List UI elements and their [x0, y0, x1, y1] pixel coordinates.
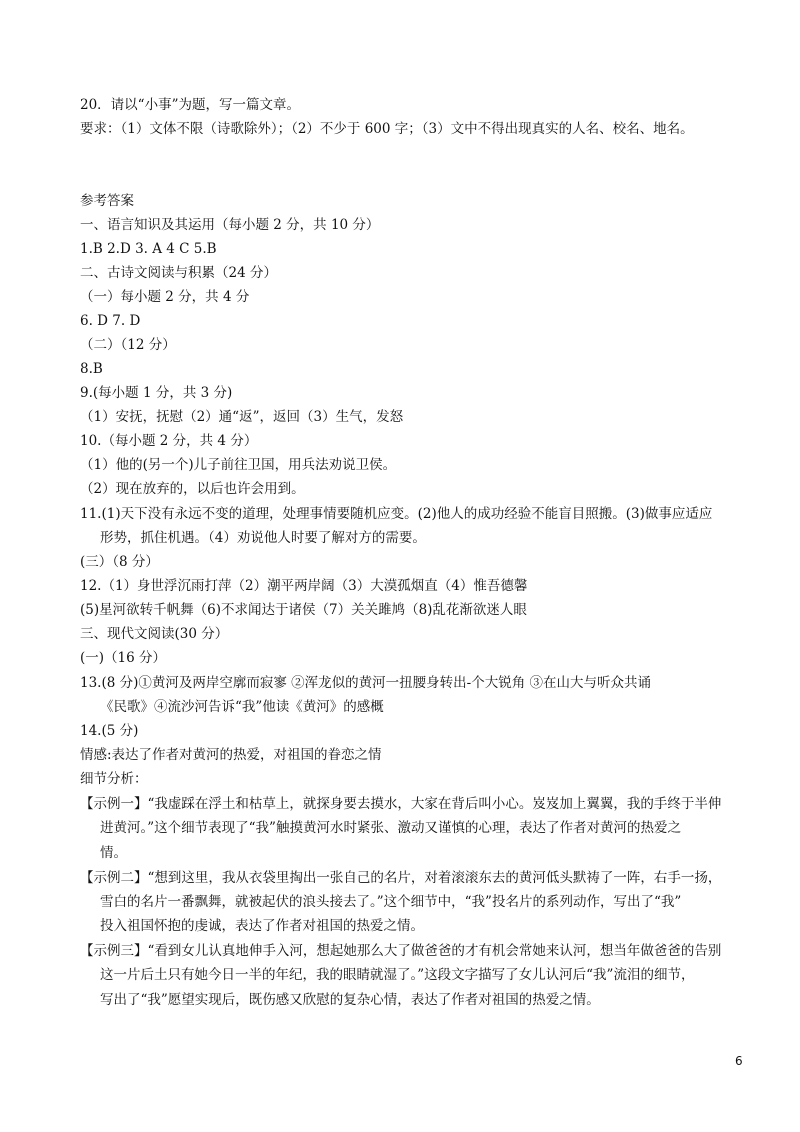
answer-line: 《民歌》④流沙河告诉“我”他读《黄河》的感概 [100, 699, 384, 715]
answer-line: 投入祖国怀抱的虔诚，表达了作者对祖国的热爱之情。 [100, 918, 424, 934]
answer-line: 6. D 7. D [80, 313, 141, 329]
answer-line: 【示例三】“看到女儿认真地伸手入河，想起她那么大了做爸爸的才有机会常她来认河，想当年做爸爸的告别 [80, 943, 722, 959]
answer-line: (5)星河欲转千帆舞（6)不求闻达于诸侯（7）关关雎鸠（8)乱花渐欲迷人眼 [80, 602, 527, 618]
answer-line: 14.(5 分) [80, 723, 139, 739]
answer-line: （一）每小题 2 分，共 4 分 [80, 289, 250, 305]
answer-line: 10.（每小题 2 分，共 4 分） [80, 433, 258, 449]
page-number: 6 [735, 1054, 743, 1068]
answer-line: （1）安抚，抚慰（2）通“返”，返回（3）生气，发怒 [80, 409, 404, 425]
answer-line: （1）他的(另一个)儿子前往卫国，用兵法劝说卫侯。 [80, 457, 397, 473]
answer-line: 12.（1）身世浮沉雨打萍（2）潮平两岸阔（3）大漠孤烟直（4）惟吾德馨 [80, 578, 528, 594]
answer-line: （二）（12 分） [80, 337, 176, 353]
answer-line: 13.(8 分)①黄河及两岸空廓而寂寥 ②浑龙似的黄河一扭腰身转出-个大锐角 ③在山大与听众共诵 [80, 675, 652, 691]
answer-line: （2）现在放弃的，以后也许会用到。 [80, 481, 305, 497]
answer-line: 二、古诗文阅读与积累（24 分） [80, 265, 277, 281]
answer-line: 形势，抓住机遇。（4）劝说他人时要了解对方的需要。 [100, 530, 426, 546]
answer-line: 细节分析： [80, 771, 148, 787]
answer-line: 雪白的名片一番飘舞，就被起伏的浪头接去了。”这个细节中，“我”投名片的系列动作，写出了“我” [100, 894, 682, 910]
answer-line: 11.(1)天下没有永远不变的道理，处理事情要随机应变。(2)他人的成功经验不能盲目照搬。(3)做事应适应 [80, 506, 713, 522]
answer-line: 三、现代文阅读(30 分） [80, 626, 229, 642]
answer-line: 1.B 2.D 3. A 4 C 5.B [80, 241, 217, 257]
answer-line: 这一片后土只有她今日一半的年纪，我的眼睛就湿了。”这段文字描写了女儿认河后“我”流泪的细节， [100, 967, 695, 983]
answer-line: 9.(每小题 1 分，共 3 分) [80, 385, 233, 401]
answer-line: 一、语言知识及其运用（每小题 2 分，共 10 分） [80, 217, 380, 233]
answers-heading: 参考答案 [80, 193, 134, 209]
question-20-requirements: 要求：（1）文体不限（诗歌除外）；（2）不少于 600 字；（3）文中不得出现真实的人名、校名、地名。 [80, 121, 694, 137]
answer-line: 进黄河。”这个细节表现了“我”触摸黄河水时紧张、激动又谨慎的心理，表达了作者对黄河的热爱之 [100, 820, 681, 836]
question-20-title: 20．请以“小事”为题，写一篇文章。 [80, 97, 300, 113]
answer-line: 【示例一】“我虚踩在浮土和枯草上，就探身要去摸水，大家在背后叫小心。岌岌加上翼翼，我的手终于半伸 [80, 796, 722, 812]
answer-line: 情感:表达了作者对黄河的热爱，对祖国的眷恋之情 [80, 747, 382, 763]
answer-line: 【示例二】“想到这里，我从衣袋里掏出一张自己的名片，对着滚滚东去的黄河低头默祷了一阵，右手一扬， [80, 870, 722, 886]
answer-line: (一)（16 分） [80, 650, 167, 666]
answer-line: 情。 [100, 845, 127, 861]
answer-line: (三）（8 分） [80, 554, 159, 570]
answer-line: 8.B [80, 361, 103, 377]
answer-line: 写出了“我”愿望实现后，既伤感又欣慰的复杂心情，表达了作者对祖国的热爱之情。 [100, 992, 600, 1008]
